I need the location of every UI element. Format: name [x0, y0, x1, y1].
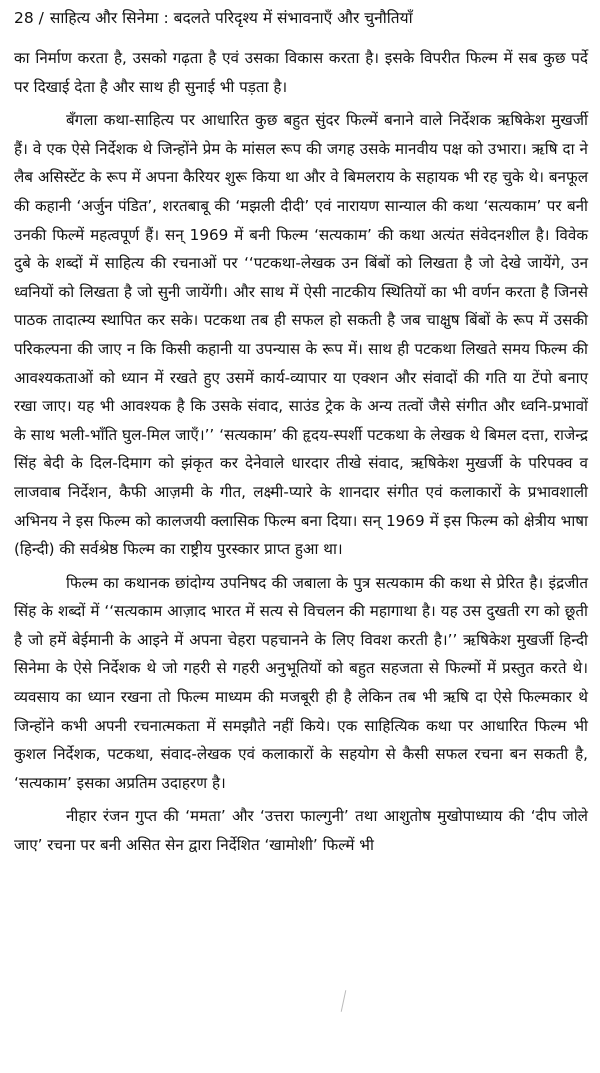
body-text — [14, 44, 588, 860]
running-header — [14, 6, 588, 30]
page-number: 28 / — [14, 9, 44, 27]
paragraph-1: का निर्माण करता है, उसको गढ़ता है एवं उसका विकास करता है। इसके विपरीत फिल्म में सब कुछ पर्दे पर दिखाई देता है और साथ ही सुनाई भी पड़ता है। — [14, 49, 588, 96]
scan-mark — [341, 990, 347, 1012]
paragraph-3: फिल्म का कथानक छांदोग्य उपनिषद की जबाला के पुत्र सत्यकाम की कथा से प्रेरित है। इंद्रजीत सिंह के शब्दों में ‘‘सत्यकाम आज़ाद भारत में सत्य से विचलन की महागाथा है। यह उस दुखती रग को छूती है जो हमें बेईमानी के आइने में अपना चेहरा पहचानने के लिए विवश करती है।’’ ऋषिकेश मुखर्जी हिन्दी सिनेमा के ऐसे निर्देशक थे जो गहरी से गहरी अनुभूतियों को बहुत सहजता से फिल्मों में प्रस्तुत करते थे। व्यवसाय का ध्यान रखना तो फिल्म माध्यम की मजबूरी ही है लेकिन तब भी ऋषि दा ऐसे फिल्मकार थे जिन्होंने कभी अपनी रचनात्मकता में समझौते नहीं किये। एक साहित्यिक कथा पर आधारित फिल्म भी कुशल निर्देशक, पटकथा, संवाद-लेखक एवं कलाकारों के सहयोग से कैसी सफल रचना बन सकती है, ‘सत्यकाम’ इसका अप्रतिम उदाहरण है। — [14, 573, 588, 792]
paragraph-2: बँगला कथा-साहित्य पर आधारित कुछ बहुत सुंदर फिल्में बनाने वाले निर्देशक ऋषिकेश मुखर्जी हैं। वे एक ऐसे निर्देशक थे जिन्होंने प्रेम के मांसल रूप की जगह उसके मानवीय पक्ष को उभारा। ऋषि दा ने लैब असिस्टेंट के रूप में अपना कैरियर शुरू किया था और वे बिमलराय के सहायक भी रह चुके थे। बनफूल की कहानी ‘अर्जुन पंडित’, शरतबाबू की ‘मझली दीदी’ एवं नारायण सान्याल की कथा ‘सत्यकाम’ पर बनी उनकी फिल्में महत्वपूर्ण हैं। सन् 1969 में बनी फिल्म ‘सत्यकाम’ की कथा अत्यंत संवेदनशील है। विवेक दुबे के शब्दों में साहित्य की रचनाओं पर ‘‘पटकथा-लेखक उन बिंबों को लिखता है जो देखे जायेंगे, उन ध्वनियों को लिखता है जो सुनी जायेंगी। और साथ में ऐसी नाटकीय स्थितियों का भी वर्णन करता है जिनसे पाठक तादात्म्य स्थापित कर सके। पटकथा तब ही सफल हो सकती है जब चाक्षुष बिंबों के रूप में उसकी परिकल्पना की जाए न कि किसी कहानी या उपन्यास के रूप में। साथ ही पटकथा लिखते समय फिल्म की आवश्यकताओं को ध्यान में रखते हुए उसमें कार्य-व्यापार या एक्शन और संवादों की गति या टेंपो बनाए रखा जाए। यह भी आवश्यक है कि उसके संवाद, साउंड ट्रेक के अन्य तत्वों जैसे संगीत और ध्वनि-प्रभावों के साथ भली-भाँति घुल-मिल जाएँ।’’ ‘सत्यकाम’ की हृदय-स्पर्शी पटकथा के लेखक थे बिमल दत्ता, राजेन्द्र सिंह बेदी के दिल-दिमाग को झंकृत कर देनेवाले धारदार तीखे संवाद, ऋषिकेश मुखर्जी के परिपक्व व लाजवाब निर्देशन, कैफी आज़मी के गीत, लक्ष्मी-प्यारे के शानदार संगीत एवं कलाकारों के प्रभावशाली अभिनय ने इस फिल्म को कालजयी क्लासिक फिल्म बना दिया। सन् 1969 में इस फिल्म को क्षेत्रीय भाषा (हिन्दी) की सर्वश्रेष्ठ फिल्म का राष्ट्रीय पुरस्कार प्राप्त हुआ था। — [14, 111, 588, 559]
header-title: साहित्य और सिनेमा : बदलते परिदृश्य में संभावनाएँ और चुनौतियाँ — [49, 9, 413, 27]
paragraph-4: नीहार रंजन गुप्त की ‘ममता’ और ‘उत्तरा फाल्गुनी’ तथा आशुतोष मुखोपाध्याय की ‘दीप जोले जाए’ रचना पर बनी असित सेन द्वारा निर्देशित ‘खामोशी’ फिल्में भी — [14, 807, 588, 855]
